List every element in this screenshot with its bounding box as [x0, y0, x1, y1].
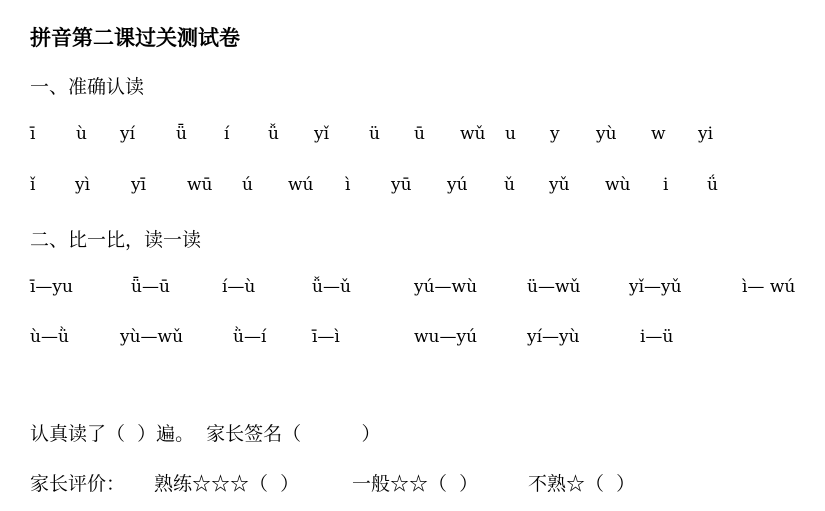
pinyin-item: ǘ: [707, 175, 718, 195]
pinyin-item: ù: [76, 124, 87, 144]
section-heading-1: 一、准确认读: [30, 76, 145, 98]
pair-item: ǜ—í: [233, 327, 267, 347]
pinyin-item: ǖ: [176, 124, 187, 144]
pinyin-item: y: [550, 124, 560, 144]
pair-item: ī—yu: [30, 277, 73, 297]
pair-item: ü—wǔ: [527, 277, 581, 297]
pinyin-item: ū: [414, 124, 425, 144]
pair-item: ì— wú: [742, 277, 796, 297]
pinyin-item: yǔ: [549, 175, 570, 195]
pinyin-item: yì: [75, 175, 91, 195]
evaluation-option-unfamiliar: 不熟☆（ ）: [528, 473, 636, 495]
pinyin-item: ǔ: [504, 175, 515, 195]
parent-evaluation-label: 家长评价：: [30, 473, 126, 495]
pinyin-item: wù: [605, 175, 631, 195]
pair-item: wu—yú: [414, 327, 478, 347]
pinyin-item: w: [651, 124, 666, 144]
pair-item: yù—wǔ: [120, 327, 184, 347]
pinyin-item: í: [224, 124, 230, 144]
pair-item: yí—yù: [527, 327, 580, 347]
pair-item: yú—wù: [414, 277, 478, 297]
pinyin-item: yi: [698, 124, 714, 144]
pinyin-item: ǐ: [30, 175, 36, 195]
pinyin-item: i: [663, 175, 669, 195]
section-heading-2: 二、比一比，读一读: [30, 229, 202, 251]
pinyin-item: ì: [345, 175, 351, 195]
read-count-line: 认真读了（ ）遍。 家长签名（ ）: [30, 423, 381, 445]
pinyin-item: yū: [391, 175, 412, 195]
pair-item: yǐ—yǔ: [629, 277, 682, 297]
pair-item: í—ù: [222, 277, 256, 297]
page-title: 拼音第二课过关测试卷: [30, 26, 240, 50]
pair-item: ǖ—ū: [131, 277, 170, 297]
pinyin-item: wú: [288, 175, 314, 195]
pair-item: ī—ì: [312, 327, 340, 347]
evaluation-option-fluent: 熟练☆☆☆（ ）: [154, 473, 300, 495]
pinyin-item: ǚ: [268, 124, 279, 144]
pinyin-item: yǐ: [314, 124, 330, 144]
pair-item: ǚ—ǔ: [312, 277, 351, 297]
pinyin-item: yù: [596, 124, 617, 144]
pinyin-item: ú: [242, 175, 253, 195]
evaluation-option-average: 一般☆☆（ ）: [352, 473, 479, 495]
pinyin-item: yī: [131, 175, 147, 195]
pinyin-item: wū: [187, 175, 213, 195]
pinyin-item: ü: [369, 124, 380, 144]
pinyin-item: wǔ: [460, 124, 486, 144]
pair-item: ù—ǜ: [30, 327, 69, 347]
pinyin-item: yí: [120, 124, 136, 144]
pinyin-item: ī: [30, 124, 36, 144]
pinyin-item: u: [505, 124, 516, 144]
pinyin-item: yú: [447, 175, 468, 195]
pair-item: i—ü: [640, 327, 674, 347]
